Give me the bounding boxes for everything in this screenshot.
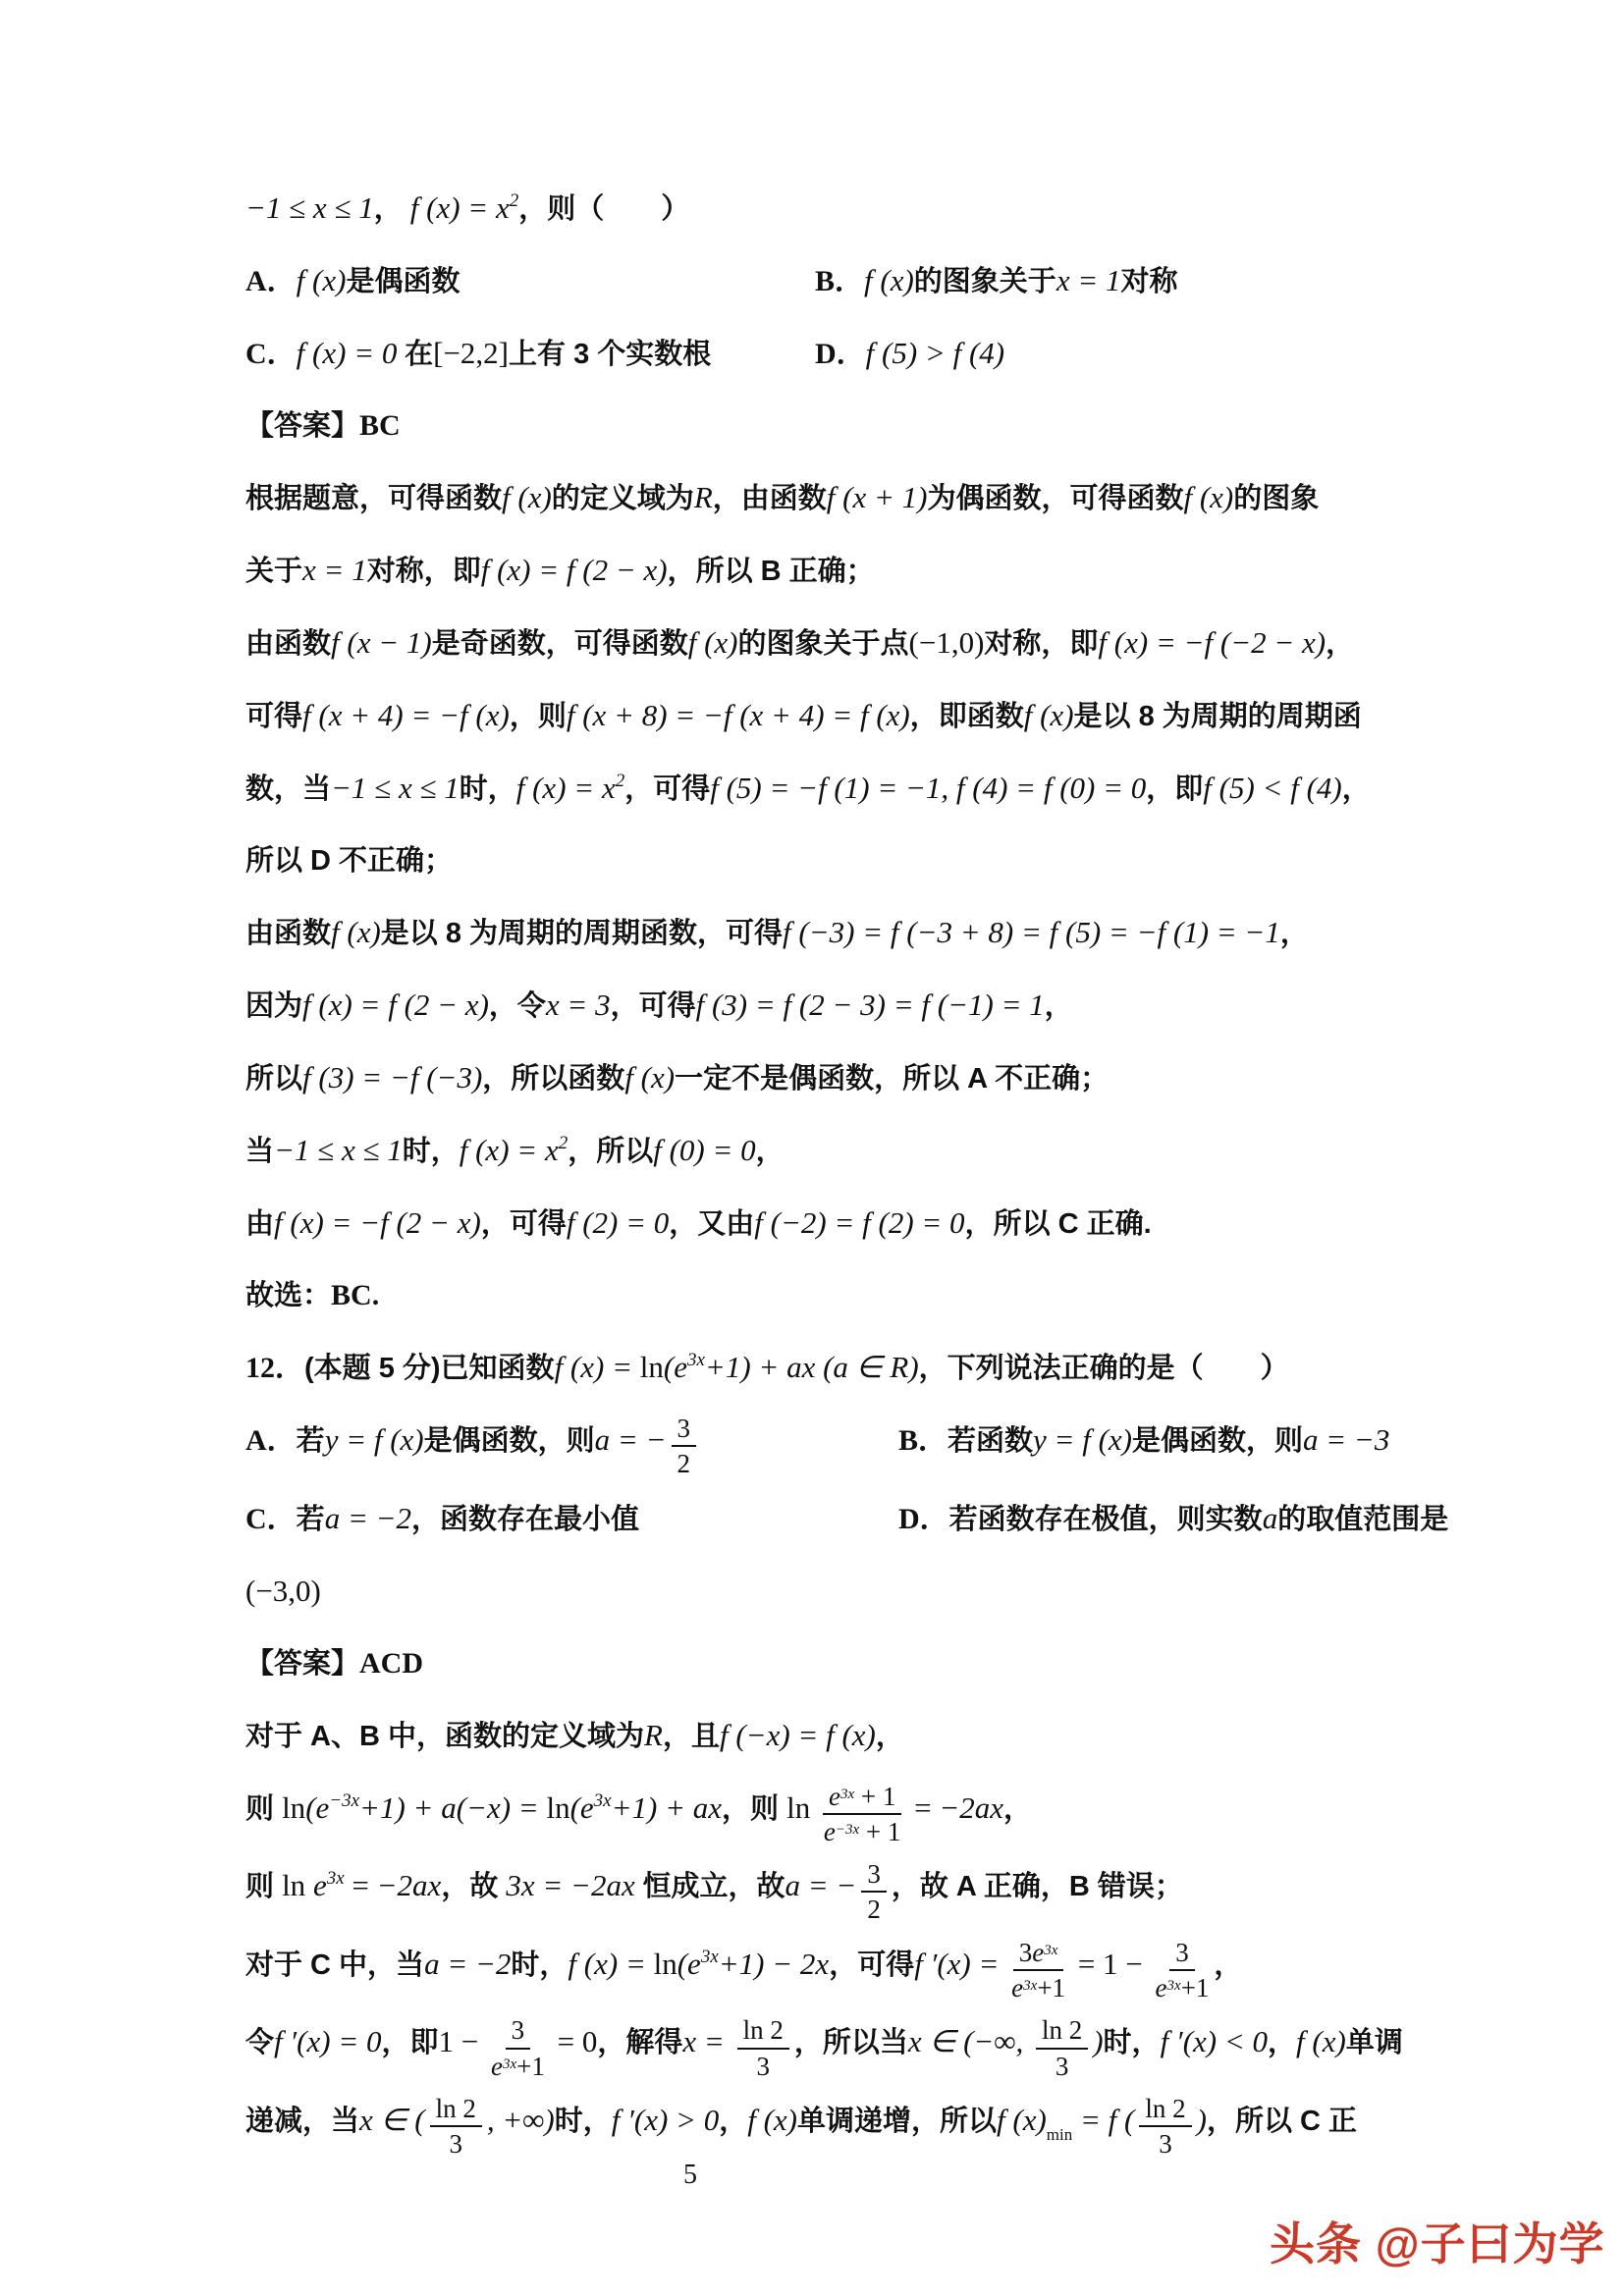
text-segment: f (x) = f (2 − x)	[302, 988, 489, 1022]
text-segment: f (x) = x	[409, 190, 510, 225]
fraction-denominator	[756, 2050, 770, 2081]
text-segment: 若函数存在极值，则实数	[948, 1503, 1263, 1535]
text-segment: ，故	[441, 1871, 507, 1903]
text-segment: ，则（ ）	[518, 193, 690, 225]
text-segment: 时，	[511, 1949, 568, 1981]
text-segment: x = 1	[302, 553, 367, 587]
text-segment: 关于	[245, 556, 303, 587]
text-segment: R	[693, 480, 713, 514]
text-segment: f (3) = −f (−3)	[302, 1060, 483, 1095]
text-segment: f (x) =	[568, 1946, 654, 1981]
text-segment: 3	[449, 2129, 462, 2160]
text-segment: 3	[677, 1414, 690, 1444]
text-segment: 则	[245, 1871, 283, 1903]
text-segment: ，即	[381, 2027, 439, 2059]
text-segment: f ′(x) > 0	[611, 2102, 720, 2137]
text-segment: f (x) = x	[515, 771, 616, 805]
fraction-numerator	[430, 2094, 482, 2127]
text-segment: f (x) = −f (−2 − x)	[1098, 625, 1326, 660]
page-number: 5	[683, 2160, 697, 2190]
text-segment: ，可得	[610, 990, 696, 1022]
text-segment: f (−x) = f (x)	[719, 1717, 876, 1752]
text-segment: f (x − 1)	[331, 625, 432, 660]
text-segment: ，	[373, 193, 410, 225]
text-segment: 时，	[554, 2105, 612, 2137]
fraction-denominator	[491, 2050, 545, 2081]
text-line	[245, 2087, 1404, 2165]
text-segment: f (x)	[331, 915, 381, 949]
text-segment: (e	[305, 1789, 330, 1825]
text-segment: f (−2) = f (2) = 0	[754, 1205, 965, 1240]
text-segment: f (x)	[1023, 698, 1074, 732]
text-segment: A．	[245, 265, 297, 297]
fraction-denominator	[824, 1815, 901, 1846]
text-segment: 一定不是偶函数，所以 A 不正确；	[675, 1063, 1110, 1095]
text-segment: 2	[677, 1449, 690, 1479]
text-segment: 的取值范围是	[1277, 1503, 1449, 1535]
text-line	[245, 175, 1404, 247]
text-segment: 若	[296, 1503, 325, 1535]
text-line	[245, 972, 1404, 1044]
text-line	[245, 1262, 1404, 1334]
text-segment: ，可得	[624, 774, 711, 805]
text-segment: 3	[511, 2015, 525, 2046]
text-segment: ，则	[722, 1792, 787, 1825]
text-line	[245, 1702, 1404, 1775]
text-segment: B．	[898, 1424, 948, 1457]
text-segment: (本题 5 分)已知函数	[304, 1353, 555, 1384]
text-segment: ，所以当	[793, 2027, 908, 2059]
text-segment: 2	[867, 1895, 881, 1925]
text-segment: 对称	[1120, 266, 1178, 297]
text-segment: e	[823, 1816, 836, 1846]
text-segment: 3x	[593, 1789, 612, 1811]
text-segment: 是偶函数	[346, 266, 460, 297]
text-segment: ，且	[662, 1720, 720, 1752]
text-segment: −2ax	[939, 1789, 1004, 1825]
text-segment: ，由函数	[712, 483, 827, 514]
text-segment: 恒成立，故	[642, 1871, 785, 1903]
text-segment: 因为	[245, 990, 303, 1022]
text-segment: C．	[245, 338, 297, 370]
text-segment: ，可得	[480, 1208, 567, 1240]
fraction-numerator	[672, 1414, 697, 1447]
option-column	[245, 247, 815, 320]
text-segment: (e	[677, 1946, 701, 1981]
text-segment: ，所以	[568, 1136, 654, 1167]
text-segment: ln 2	[435, 2093, 476, 2123]
fraction-numerator	[1013, 1938, 1064, 1971]
text-segment: )	[1196, 2102, 1207, 2137]
text-segment: =	[344, 1868, 377, 1903]
text-segment: −3x	[329, 1789, 360, 1811]
text-segment: (−1,0)	[908, 625, 985, 660]
text-segment: f (0) = 0	[653, 1133, 756, 1167]
option-line	[245, 247, 1404, 320]
option-column	[898, 1485, 1448, 1558]
text-segment: 若函数	[947, 1425, 1034, 1457]
text-segment: ln	[786, 1789, 818, 1825]
text-segment: ，故 A 正确，B 错误；	[891, 1871, 1183, 1903]
text-segment: 3x	[1023, 1978, 1038, 1995]
text-segment: 上有 3 个实数根	[509, 339, 712, 370]
fraction	[491, 2015, 545, 2080]
text-segment: a = −	[594, 1422, 667, 1457]
text-line	[245, 1852, 1404, 1931]
text-line	[245, 682, 1404, 755]
fraction	[1156, 1938, 1210, 2002]
text-segment: 若	[296, 1425, 325, 1457]
text-segment: ，下列说法正确的是（ ）	[918, 1353, 1289, 1384]
text-segment: 故选：	[245, 1280, 332, 1311]
text-segment: y = f (x)	[1033, 1422, 1132, 1457]
text-segment: x = 1	[1056, 263, 1121, 297]
text-segment: −3x	[835, 1821, 860, 1838]
text-line	[245, 1775, 1404, 1853]
text-segment: +1	[1037, 1973, 1066, 2003]
text-segment: f (−3) = f (−3 + 8) = f (5) = −f (1) = −1	[783, 915, 1280, 949]
text-segment: 数，当	[245, 774, 332, 805]
text-line	[245, 899, 1404, 972]
fraction-numerator	[1139, 2094, 1191, 2127]
fraction-numerator	[737, 2015, 789, 2049]
text-segment: f (2) = 0	[566, 1205, 670, 1240]
text-segment: 3	[1159, 2129, 1172, 2160]
text-line	[245, 1630, 1404, 1702]
text-segment: min	[1046, 2124, 1073, 2144]
text-segment: ，可得	[829, 1949, 915, 1981]
text-segment: x ∈ (	[359, 2102, 425, 2137]
text-line	[245, 1190, 1404, 1262]
text-segment: f (x) = f (2 − x)	[480, 553, 668, 587]
text-segment: a = −2	[324, 1500, 412, 1535]
text-segment: + 1	[854, 1781, 896, 1811]
text-segment: e	[828, 1781, 840, 1811]
option-line	[245, 1407, 1404, 1485]
option-column	[815, 247, 1404, 320]
text-segment: f (3) = f (2 − 3) = f (−1) = 1	[695, 988, 1045, 1022]
option-column	[815, 320, 1404, 393]
text-segment: 由函数	[245, 918, 332, 949]
text-segment: 的图象关于点	[737, 628, 909, 660]
fraction	[1139, 2094, 1191, 2159]
fraction-denominator	[1159, 2127, 1172, 2159]
text-segment: f (x)	[687, 625, 738, 660]
fraction	[430, 2094, 482, 2159]
text-segment: x ∈ (−∞,	[907, 2024, 1031, 2059]
text-segment: 3	[1055, 2051, 1069, 2081]
text-segment: f (x) = 0	[296, 336, 406, 370]
text-segment: ，	[1214, 1949, 1243, 1981]
text-segment: ，即	[1146, 774, 1204, 805]
text-segment: f (x)	[864, 263, 914, 297]
text-segment: +1) + ax	[611, 1789, 723, 1825]
text-segment: [−2,2]	[433, 336, 510, 370]
text-segment: 3x	[839, 1786, 855, 1802]
text-segment: ln	[653, 1946, 677, 1981]
watermark: 头条 @子曰为学	[1270, 2218, 1605, 2269]
text-segment: 3x	[502, 2056, 517, 2072]
text-segment: 是偶函数，则	[423, 1425, 595, 1457]
text-segment: +1	[1180, 1973, 1210, 2003]
text-segment: 所以 D 不正确；	[245, 845, 454, 877]
text-segment: (e	[663, 1350, 687, 1384]
text-segment: 对称，即	[366, 556, 481, 587]
text-segment: a = −2	[424, 1946, 512, 1981]
text-segment: f (5) > f (4)	[865, 336, 1005, 370]
document-content	[245, 175, 1449, 2164]
text-segment: 单调	[1345, 2027, 1403, 2059]
text-segment: ，	[1003, 1792, 1033, 1825]
fraction-numerator	[823, 1782, 901, 1815]
text-segment: 3	[867, 1859, 881, 1890]
text-segment: f ′(x) < 0	[1160, 2024, 1269, 2059]
text-segment: x = 3	[545, 988, 611, 1022]
text-segment: 的图象关于	[913, 266, 1056, 297]
fraction-denominator	[1011, 1971, 1065, 2002]
text-line	[245, 1931, 1404, 2009]
text-segment: ln	[546, 1789, 570, 1825]
text-segment: 3x = −2ax	[506, 1868, 643, 1903]
text-segment: 3x	[686, 1350, 705, 1370]
text-segment: 是偶函数，则	[1131, 1425, 1303, 1457]
text-line	[245, 1558, 1404, 1630]
text-segment: 3x	[326, 1868, 345, 1890]
text-segment: ，	[1044, 990, 1073, 1022]
text-segment: 对于 C 中，当	[245, 1949, 425, 1981]
text-segment: 的定义域为	[551, 483, 694, 514]
text-segment: 所以	[245, 1063, 303, 1095]
text-segment: ，令	[488, 990, 546, 1022]
text-segment: f (x)	[747, 2102, 797, 2137]
text-segment: f (x) = x	[459, 1133, 559, 1167]
text-line	[245, 393, 1404, 464]
text-segment: 令	[245, 2027, 275, 2059]
text-segment: 对称，即	[984, 628, 1099, 660]
text-segment: 3	[1018, 1937, 1033, 1967]
text-segment: ，解得	[597, 2027, 683, 2059]
option-column	[245, 320, 815, 393]
text-segment: +1	[516, 2051, 545, 2081]
text-segment: f ′(x) = 0	[274, 2024, 382, 2059]
text-segment: R	[644, 1717, 663, 1752]
text-segment: 是奇函数，可得函数	[431, 628, 688, 660]
text-line	[245, 610, 1404, 682]
text-segment: f (x)	[1296, 2024, 1346, 2059]
text-segment: 对于 A、B 中，函数的定义域为	[245, 1720, 645, 1752]
fraction	[823, 1782, 901, 1846]
text-segment: e	[1155, 1973, 1167, 2003]
text-segment: 可得	[245, 701, 303, 732]
text-line	[245, 464, 1404, 537]
text-segment: )	[1093, 2024, 1104, 2059]
option-column	[245, 1485, 898, 1558]
text-line	[245, 1044, 1404, 1117]
text-segment: f (5) < f (4)	[1203, 771, 1342, 805]
text-segment: x =	[682, 2024, 732, 2059]
text-segment: f (x + 1)	[826, 480, 928, 514]
text-segment: e	[312, 1868, 327, 1903]
text-segment: 的图象	[1233, 483, 1320, 514]
fraction-denominator	[1156, 1971, 1210, 2002]
text-segment: −1 ≤ x ≤ 1	[274, 1133, 403, 1167]
text-segment: ，所以 C 正确.	[964, 1208, 1152, 1240]
text-segment: ，函数存在最小值	[411, 1503, 640, 1535]
fraction-denominator	[867, 1893, 881, 1924]
fraction-denominator	[1056, 2050, 1069, 2081]
text-segment: 当	[245, 1136, 275, 1167]
text-segment: 3	[756, 2051, 770, 2081]
text-segment: f (x + 4) = −f (x)	[302, 698, 510, 732]
text-segment: 是以 8 为周期的周期函	[1073, 701, 1362, 732]
text-segment: f (x) =	[554, 1350, 640, 1384]
text-segment: ，	[1341, 774, 1371, 805]
fraction	[672, 1414, 697, 1478]
text-segment: 为偶函数，可得函数	[927, 483, 1184, 514]
text-segment: BC	[359, 409, 401, 442]
text-segment: 是以 8 为周期的周期函数，可得	[380, 918, 784, 949]
text-segment: = 1 −	[1070, 1946, 1151, 1981]
text-segment: BC.	[331, 1279, 380, 1311]
text-segment: f ′(x) =	[914, 1946, 1007, 1981]
text-segment: A．	[245, 1424, 297, 1457]
text-segment: 3	[1175, 1937, 1189, 1967]
text-segment: 12．	[245, 1352, 304, 1384]
fraction-numerator	[506, 2015, 531, 2049]
fraction-numerator	[861, 1859, 887, 1893]
text-segment: −2ax	[376, 1868, 442, 1903]
text-segment: +1) + ax (a ∈ R)	[704, 1350, 919, 1384]
text-segment: ACD	[359, 1646, 424, 1680]
text-segment: = 0	[549, 2024, 598, 2059]
text-segment: 单调递增，所以	[797, 2105, 998, 2137]
text-segment: ，	[1326, 628, 1355, 660]
text-line	[245, 537, 1404, 610]
text-segment: 2	[558, 1133, 568, 1153]
text-segment: + 1	[859, 1816, 901, 1846]
text-segment: B．	[815, 265, 865, 297]
text-segment: f (x)	[997, 2102, 1047, 2137]
text-line	[245, 755, 1404, 828]
text-segment: ln	[639, 1350, 664, 1384]
text-segment: f (5) = −f (1) = −1, f (4) = f (0) = 0	[710, 771, 1147, 805]
fraction	[1011, 1938, 1065, 2002]
text-segment: D．	[898, 1502, 949, 1535]
text-segment: , +∞)	[486, 2102, 555, 2137]
text-segment: e	[1011, 1973, 1024, 2003]
text-segment: C．	[245, 1502, 297, 1535]
text-segment: ，所以函数	[482, 1063, 625, 1095]
fraction-denominator	[449, 2127, 462, 2159]
text-segment: y = f (x)	[324, 1422, 424, 1457]
text-segment: f (x) = −f (2 − x)	[274, 1205, 481, 1240]
fraction-numerator	[1036, 2015, 1088, 2049]
text-line	[245, 1117, 1404, 1190]
text-segment: f (x)	[502, 480, 552, 514]
fraction	[1036, 2015, 1088, 2080]
fraction	[861, 1859, 887, 1924]
text-segment: f (x)	[1183, 480, 1234, 514]
option-line	[245, 320, 1404, 393]
text-segment: 则	[245, 1792, 283, 1825]
text-segment: 1 −	[438, 2024, 486, 2059]
text-segment: 3x	[1044, 1942, 1058, 1958]
text-segment: a = −3	[1303, 1422, 1390, 1457]
text-segment: 时，	[459, 774, 516, 805]
text-segment: a	[1262, 1500, 1278, 1535]
text-segment: 在	[405, 339, 434, 370]
text-segment: f (x)	[624, 1060, 676, 1095]
text-segment: 由	[245, 1208, 275, 1240]
text-segment: +1) − 2x	[718, 1946, 830, 1981]
text-line	[245, 828, 1404, 899]
text-segment: ，则	[509, 701, 567, 732]
text-segment: ln 2	[742, 2015, 784, 2046]
fraction-numerator	[1169, 1938, 1195, 1971]
text-segment: e	[1032, 1937, 1045, 1967]
text-segment: a = −	[785, 1868, 857, 1903]
text-segment: ，所以 C 正	[1206, 2105, 1358, 2137]
text-segment: ，	[1268, 2027, 1297, 2059]
text-segment: =	[906, 1789, 940, 1825]
text-segment: (−3,0)	[245, 1573, 321, 1608]
text-segment: 递减，当	[245, 2105, 360, 2137]
text-segment: 3x	[700, 1946, 719, 1967]
text-segment: ，所以 B 正确；	[667, 556, 875, 587]
text-segment: −1 ≤ x ≤ 1	[331, 771, 460, 805]
text-segment: ，	[875, 1720, 904, 1752]
option-line	[245, 1485, 1449, 1558]
text-segment: 【答案】	[245, 410, 360, 442]
text-segment: = f (	[1072, 2102, 1135, 2137]
text-segment: ln	[282, 1789, 306, 1825]
text-segment: 由函数	[245, 628, 332, 660]
text-segment: −1 ≤ x ≤ 1	[245, 190, 374, 225]
text-segment: (e	[569, 1789, 594, 1825]
text-segment: 【答案】	[245, 1647, 360, 1680]
text-segment: +1) + a(−x) =	[359, 1789, 547, 1825]
text-segment: 时，	[1103, 2027, 1161, 2059]
text-segment: ，	[1279, 918, 1309, 949]
text-segment: ，	[755, 1136, 785, 1167]
text-segment: 2	[615, 771, 625, 791]
fraction	[737, 2015, 789, 2080]
text-segment: ln	[282, 1868, 313, 1903]
text-segment: ln 2	[1041, 2015, 1083, 2046]
text-segment: ，即函数	[909, 701, 1024, 732]
text-segment: D．	[815, 338, 866, 370]
text-segment: ln 2	[1145, 2093, 1186, 2123]
text-segment: 2	[509, 190, 519, 211]
text-segment: 3x	[1166, 1978, 1181, 1995]
fraction-denominator	[677, 1447, 691, 1478]
text-segment: f (x)	[296, 263, 347, 297]
text-line	[245, 2008, 1404, 2087]
text-segment: 时，	[402, 1136, 460, 1167]
text-segment: ，又由	[669, 1208, 755, 1240]
text-segment: 根据题意，可得函数	[245, 483, 503, 514]
option-column	[245, 1407, 898, 1485]
text-line	[245, 1334, 1404, 1407]
text-segment: f (x + 8) = −f (x + 4) = f (x)	[566, 698, 910, 732]
option-column	[898, 1407, 1404, 1485]
text-segment: ，	[719, 2105, 748, 2137]
text-segment: e	[490, 2051, 503, 2081]
